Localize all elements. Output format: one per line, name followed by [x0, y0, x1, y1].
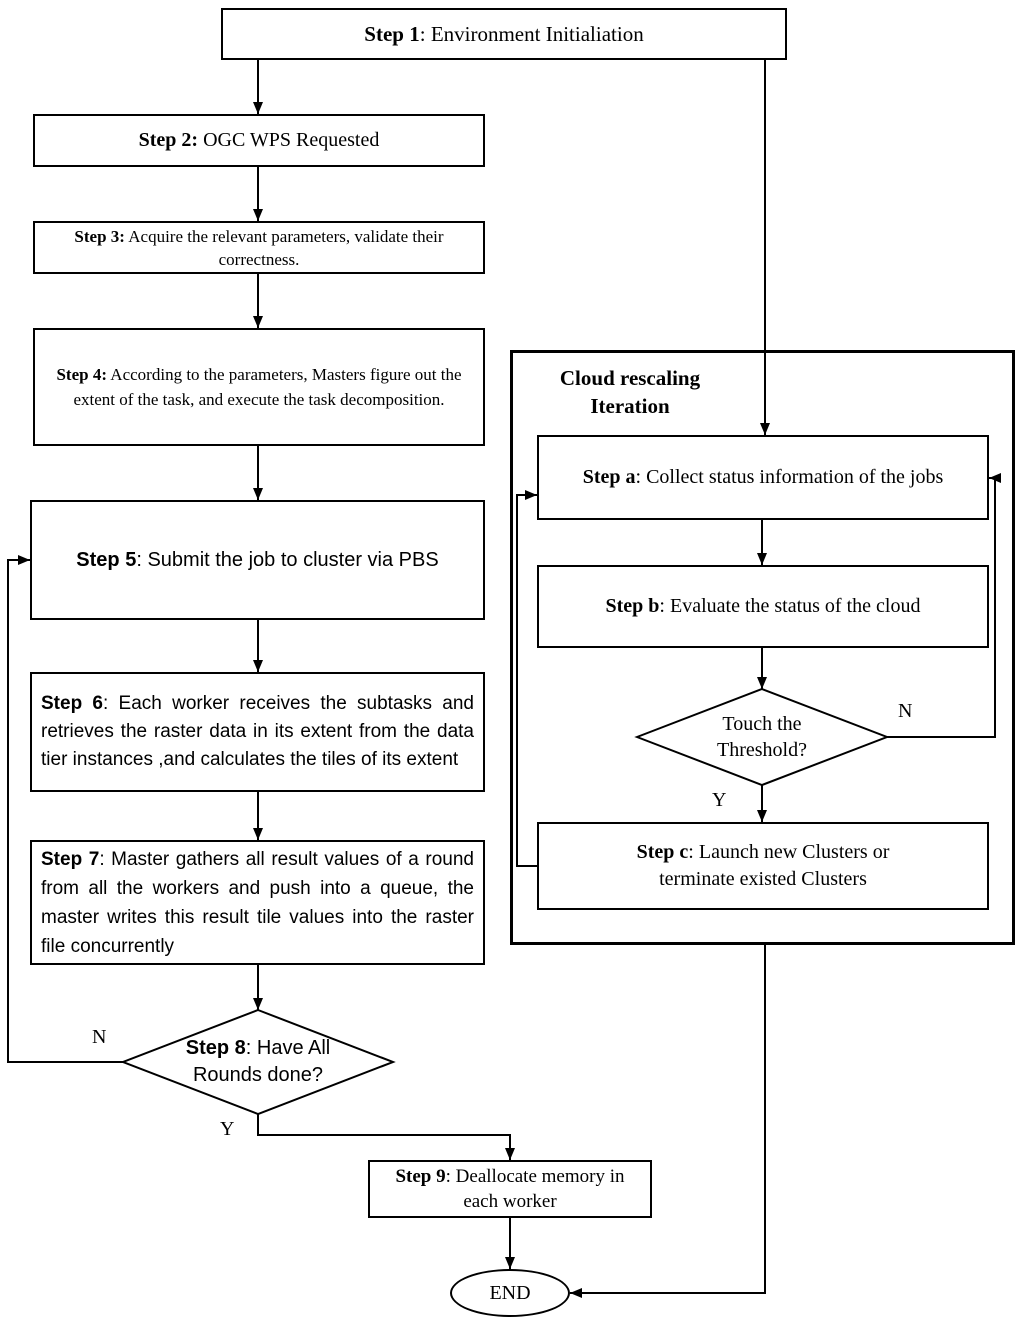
step5-label-text: : Submit the job to cluster via PBS — [136, 548, 439, 571]
step3-label-bold: Step 3: — [74, 226, 125, 246]
step9-label-text: : Deallocate memory in each worker — [445, 1166, 625, 1212]
step7-label-bold: Step 7 — [41, 848, 100, 870]
step8-no-label: N — [92, 1026, 107, 1048]
step4-label-bold: Step 4: — [56, 365, 107, 384]
node-step6 — [30, 672, 485, 792]
node-step7 — [30, 840, 485, 965]
node-step5 — [30, 500, 485, 620]
step2-label-bold: Step 2: — [138, 129, 199, 151]
connector-step8-no-loop-step5 — [8, 560, 123, 1062]
cloud-rescaling-title — [540, 364, 720, 420]
step6-label-bold: Step 6 — [41, 693, 103, 714]
step8-label-bold: Step 8 — [185, 1037, 246, 1059]
step8-yes-label: Y — [220, 1118, 235, 1140]
step3-label-text: Acquire the relevant parameters, validate their correctness. — [124, 226, 444, 269]
step5-label-bold: Step 5 — [76, 548, 137, 571]
step1-label-text: : Environment Initialiation — [419, 21, 644, 46]
threshold-label-text: Touch the Threshold? — [717, 713, 807, 761]
step6-label-text: : Each worker receives the subtasks and retrieves the raster data in its extent from the data tier instances ,and calculates the tiles of its extent — [41, 693, 474, 770]
stepc-label-bold: Step c — [636, 841, 689, 863]
step7-label-text: : Master gathers all result values of a round from all the workers and push into a queue, the master writes this result tile values into the raster file concurrently — [41, 848, 474, 957]
threshold-no-label: N — [898, 700, 913, 722]
node-threshold — [677, 707, 847, 767]
node-step4 — [33, 328, 485, 446]
node-step9 — [368, 1160, 652, 1218]
node-end — [450, 1269, 570, 1317]
stepa-label-bold: Step a — [582, 466, 636, 488]
step9-label-bold: Step 9 — [395, 1166, 446, 1187]
step8-label-text: : Have All Rounds done? — [192, 1037, 331, 1086]
step2-label-text: OGC WPS Requested — [198, 129, 380, 151]
node-step8 — [148, 1028, 368, 1096]
cloud-rescaling-title-line1: Cloud rescaling — [559, 366, 701, 390]
connector-step8-yes-step9 — [258, 1114, 510, 1160]
node-stepb — [537, 565, 989, 648]
node-stepc — [537, 822, 989, 910]
stepc-label-text: : Launch new Clusters or terminate existed Clusters — [659, 841, 890, 890]
node-step1 — [221, 8, 787, 60]
connector-cloud-end — [570, 945, 765, 1293]
stepa-label-text: : Collect status information of the jobs — [635, 466, 944, 488]
cloud-rescaling-title-line2: Iteration — [590, 394, 670, 418]
node-step2 — [33, 114, 485, 167]
stepb-label-text: : Evaluate the status of the cloud — [659, 595, 921, 617]
node-stepa — [537, 435, 989, 520]
step1-label-bold: Step 1 — [364, 21, 420, 46]
step4-label-text: According to the parameters, Masters figure out the extent of the task, and execute the task decomposition. — [73, 365, 462, 409]
node-step3 — [33, 221, 485, 274]
end-label-text: END — [489, 1281, 531, 1304]
threshold-yes-label: Y — [712, 789, 727, 811]
stepb-label-bold: Step b — [605, 595, 660, 617]
